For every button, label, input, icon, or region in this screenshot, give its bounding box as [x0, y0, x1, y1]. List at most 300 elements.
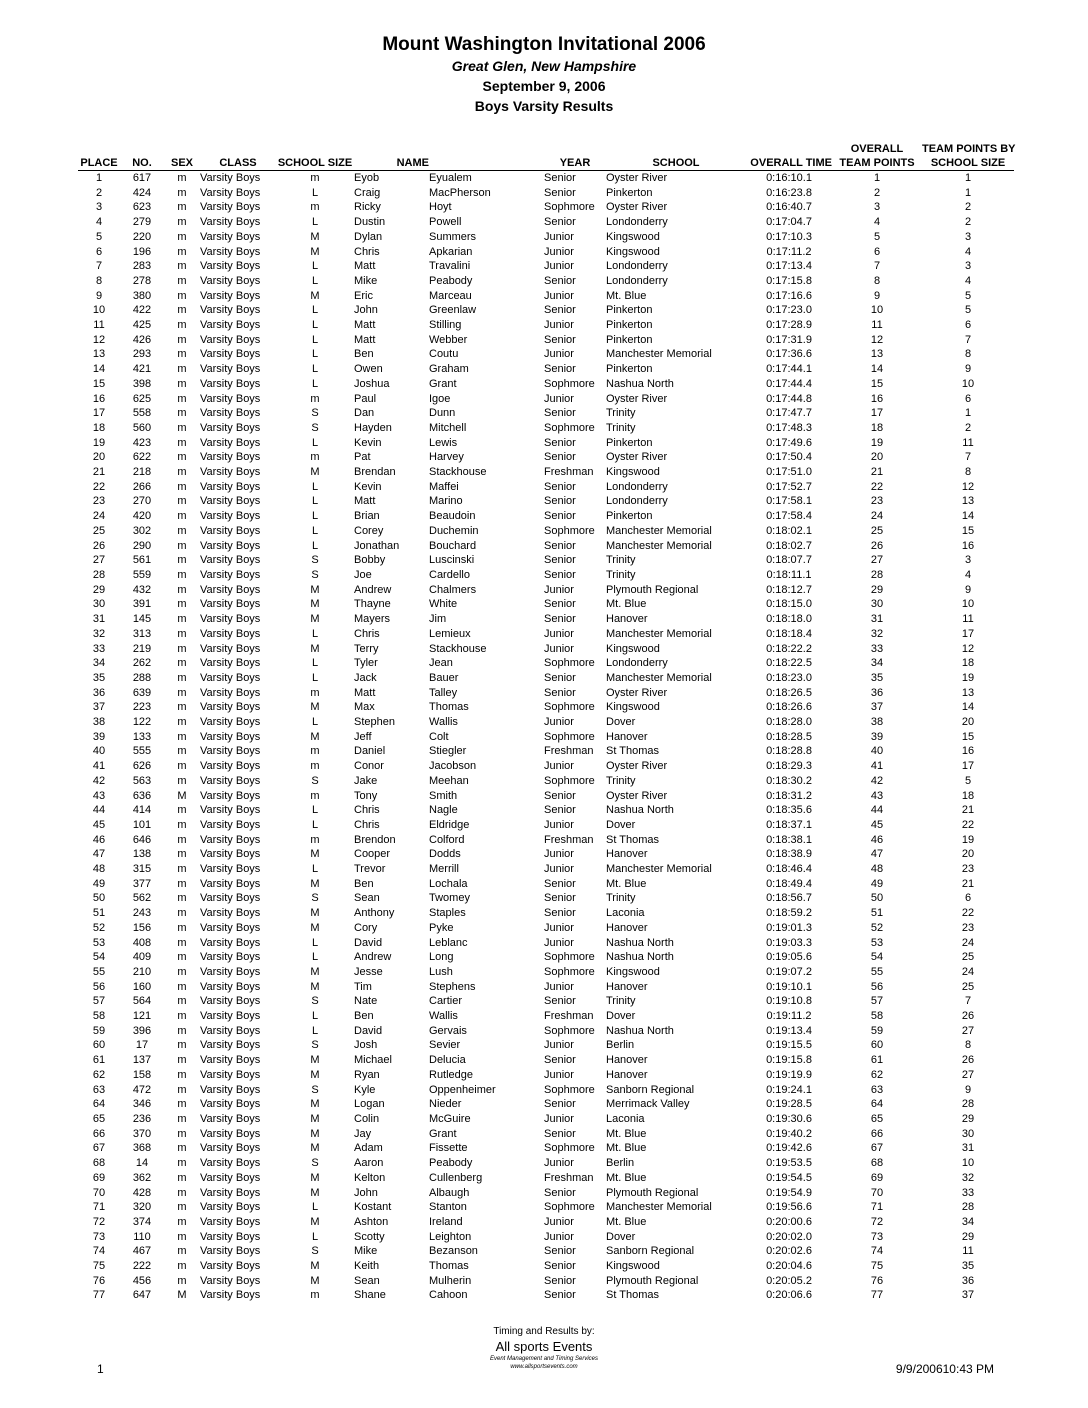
cell-year: Senior: [544, 892, 576, 905]
cell-first-name: Mike: [354, 1245, 378, 1258]
cell-place: 71: [92, 1201, 106, 1214]
cell-number: 428: [132, 1186, 152, 1199]
cell-place: 36: [92, 686, 106, 699]
cell-overall-team-points: 30: [870, 598, 884, 611]
cell-school: Londonderry: [606, 274, 668, 287]
cell-first-name: Sean: [354, 1274, 380, 1287]
cell-number: 370: [132, 1127, 152, 1140]
cell-overall-time: 0:20:04.6: [766, 1260, 812, 1273]
cell-year: Senior: [544, 568, 576, 581]
cell-sex: m: [177, 524, 187, 537]
cell-first-name: Dustin: [354, 216, 386, 229]
cell-school-size: L: [311, 186, 319, 199]
cell-school: Pinkerton: [606, 304, 653, 317]
cell-number: 625: [132, 392, 152, 405]
cell-last-name: Coutu: [429, 348, 459, 361]
cell-school-size: m: [310, 833, 320, 846]
cell-school-size: M: [310, 1215, 320, 1228]
cell-place: 16: [92, 392, 106, 405]
table-row: [78, 436, 1014, 451]
cell-class: Varsity Boys: [200, 774, 261, 787]
table-row: [78, 1127, 1014, 1142]
cell-overall-time: 0:18:26.6: [766, 701, 812, 714]
cell-last-name: Delucia: [429, 1054, 466, 1067]
cell-class: Varsity Boys: [200, 1113, 261, 1125]
table-row: [78, 847, 1014, 862]
cell-first-name: Chris: [354, 245, 380, 258]
cell-place: 40: [92, 745, 106, 758]
cell-overall-time: 0:20:00.6: [766, 1215, 812, 1228]
cell-last-name: Long: [429, 951, 454, 964]
cell-number: 302: [132, 524, 152, 537]
cell-overall-time: 0:18:02.1: [766, 524, 812, 537]
cell-overall-time: 0:19:05.6: [766, 951, 812, 964]
cell-team-points-by-size: 9: [964, 1083, 972, 1096]
cell-overall-team-points: 24: [870, 510, 884, 523]
cell-overall-team-points: 60: [870, 1039, 884, 1052]
table-row: [78, 274, 1014, 289]
cell-number: 425: [132, 319, 152, 332]
cell-sex: m: [177, 1142, 187, 1155]
table-row: [78, 744, 1014, 759]
cell-overall-team-points: 19: [870, 436, 884, 449]
cell-school: Trinity: [606, 774, 636, 787]
cell-number: 559: [132, 568, 152, 581]
cell-school: Mt. Blue: [606, 1215, 647, 1228]
cell-overall-team-points: 43: [870, 789, 884, 802]
col-name: NAME: [354, 140, 429, 171]
table-row: [78, 862, 1014, 877]
cell-sex: m: [177, 701, 187, 714]
cell-overall-team-points: 36: [870, 686, 884, 699]
cell-school-size: L: [311, 524, 319, 537]
cell-team-points-by-size: 9: [964, 583, 972, 596]
cell-school-size: M: [310, 613, 320, 626]
cell-team-points-by-size: 4: [964, 568, 972, 581]
cell-school-size: L: [311, 377, 319, 390]
cell-overall-team-points: 72: [870, 1215, 884, 1228]
cell-overall-time: 0:17:16.6: [766, 289, 812, 302]
cell-sex: m: [177, 451, 187, 464]
cell-school-size: L: [311, 495, 319, 508]
cell-number: 219: [132, 642, 152, 655]
cell-sex: m: [177, 583, 187, 596]
cell-school-size: L: [311, 951, 319, 964]
cell-team-points-by-size: 17: [961, 760, 975, 773]
cell-school-size: M: [310, 1260, 320, 1273]
cell-year: Senior: [544, 539, 576, 552]
table-row: [78, 936, 1014, 951]
table-row: [78, 759, 1014, 774]
cell-team-points-by-size: 13: [961, 686, 975, 699]
cell-overall-team-points: 52: [870, 921, 884, 934]
table-row: [78, 1200, 1014, 1215]
cell-first-name: Jay: [354, 1127, 372, 1140]
table-row: [78, 642, 1014, 657]
cell-sex: m: [177, 304, 187, 317]
cell-number: 562: [132, 892, 152, 905]
cell-place: 42: [92, 774, 106, 787]
cell-school-size: S: [311, 1039, 319, 1052]
cell-year: Senior: [544, 907, 576, 920]
cell-overall-time: 0:20:05.2: [766, 1274, 812, 1287]
cell-overall-time: 0:17:31.9: [766, 333, 812, 346]
cell-class: Varsity Boys: [200, 1068, 261, 1081]
cell-year: Junior: [544, 289, 574, 302]
cell-overall-team-points: 32: [870, 627, 884, 640]
col-school-size: SCHOOL SIZE: [276, 140, 354, 171]
cell-team-points-by-size: 25: [961, 980, 975, 993]
cell-first-name: Pat: [354, 451, 371, 464]
cell-overall-time: 0:19:54.5: [766, 1171, 812, 1184]
cell-last-name: Colford: [429, 833, 465, 846]
cell-school-size: M: [310, 1142, 320, 1155]
cell-last-name: Wallis: [429, 1010, 458, 1023]
cell-sex: m: [177, 774, 187, 787]
cell-overall-time: 0:18:30.2: [766, 774, 812, 787]
cell-number: 420: [132, 510, 152, 523]
table-row: [78, 1024, 1014, 1039]
cell-school: Dover: [606, 818, 636, 831]
cell-sex: m: [177, 657, 187, 670]
cell-last-name: Webber: [429, 333, 468, 346]
cell-first-name: Matt: [354, 495, 376, 508]
cell-school: Plymouth Regional: [606, 1274, 699, 1287]
cell-school: Nashua North: [606, 1024, 674, 1037]
cell-school-size: m: [310, 392, 320, 405]
cell-school-size: M: [310, 877, 320, 890]
cell-year: Junior: [544, 1068, 574, 1081]
table-row: [78, 347, 1014, 362]
results-table: [78, 140, 1014, 1303]
cell-first-name: Matt: [354, 333, 376, 346]
table-row: [78, 730, 1014, 745]
cell-team-points-by-size: 13: [961, 495, 975, 508]
cell-sex: m: [177, 804, 187, 817]
cell-team-points-by-size: 7: [964, 451, 972, 464]
cell-place: 35: [92, 671, 106, 684]
cell-class: Varsity Boys: [200, 186, 261, 199]
table-row: [78, 818, 1014, 833]
cell-school-size: S: [311, 421, 319, 434]
cell-number: 320: [132, 1201, 152, 1214]
table-row: [78, 289, 1014, 304]
cell-sex: m: [177, 598, 187, 611]
table-row: [78, 921, 1014, 936]
cell-overall-team-points: 16: [870, 392, 884, 405]
cell-number: 617: [132, 172, 152, 184]
cell-first-name: Andrew: [354, 583, 392, 596]
cell-class: Varsity Boys: [200, 657, 261, 670]
cell-sex: m: [177, 730, 187, 743]
cell-year: Freshman: [544, 466, 594, 479]
cell-sex: m: [177, 671, 187, 684]
cell-school: St Thomas: [606, 745, 659, 758]
cell-overall-team-points: 57: [870, 995, 884, 1008]
cell-place: 75: [92, 1260, 106, 1273]
cell-overall-time: 0:19:40.2: [766, 1127, 812, 1140]
cell-sex: m: [177, 466, 187, 479]
cell-number: 262: [132, 657, 152, 670]
cell-team-points-by-size: 1: [964, 407, 972, 420]
table-row: [78, 1009, 1014, 1024]
cell-school: Londonderry: [606, 495, 668, 508]
cell-year: Sophmore: [544, 730, 595, 743]
cell-first-name: Ryan: [354, 1068, 380, 1081]
cell-overall-time: 0:17:23.0: [766, 304, 812, 317]
cell-first-name: Joshua: [354, 377, 390, 390]
cell-overall-team-points: 67: [870, 1142, 884, 1155]
table-row: [78, 1038, 1014, 1053]
cell-first-name: Corey: [354, 524, 384, 537]
cell-school-size: L: [311, 304, 319, 317]
cell-school-size: M: [310, 1186, 320, 1199]
cell-first-name: Mike: [354, 274, 378, 287]
cell-last-name: Duchemin: [429, 524, 479, 537]
table-row: [78, 200, 1014, 215]
cell-team-points-by-size: 2: [964, 421, 972, 434]
cell-overall-time: 0:17:44.1: [766, 363, 812, 376]
cell-team-points-by-size: 23: [961, 921, 975, 934]
cell-sex: m: [177, 1215, 187, 1228]
cell-last-name: Leblanc: [429, 936, 468, 949]
cell-year: Sophmore: [544, 701, 595, 714]
cell-school: Oyster River: [606, 201, 668, 214]
cell-sex: m: [177, 627, 187, 640]
col-school: SCHOOL: [606, 140, 746, 171]
cell-place: 9: [95, 289, 103, 302]
cell-team-points-by-size: 3: [964, 230, 972, 243]
cell-year: Senior: [544, 480, 576, 493]
cell-sex: m: [177, 480, 187, 493]
cell-year: Senior: [544, 363, 576, 376]
cell-school-size: m: [310, 451, 320, 464]
col-overall-team-points: [832, 140, 922, 171]
cell-team-points-by-size: 4: [964, 245, 972, 258]
cell-year: Junior: [544, 1215, 574, 1228]
cell-year: Sophmore: [544, 1024, 595, 1037]
cell-sex: m: [177, 980, 187, 993]
cell-last-name: Nagle: [429, 804, 458, 817]
cell-overall-time: 0:17:15.8: [766, 274, 812, 287]
cell-school: Dover: [606, 716, 636, 729]
cell-class: Varsity Boys: [200, 201, 261, 214]
cell-school: Nashua North: [606, 936, 674, 949]
cell-place: 67: [92, 1142, 106, 1155]
cell-school: Kingswood: [606, 642, 660, 655]
cell-last-name: Beaudoin: [429, 510, 476, 523]
cell-sex: m: [177, 1024, 187, 1037]
cell-overall-time: 0:18:28.0: [766, 716, 812, 729]
cell-first-name: Tyler: [354, 657, 378, 670]
cell-school-size: S: [311, 554, 319, 567]
table-row: [78, 553, 1014, 568]
cell-place: 62: [92, 1068, 106, 1081]
cell-sex: m: [177, 495, 187, 508]
cell-place: 20: [92, 451, 106, 464]
cell-last-name: Summers: [429, 230, 477, 243]
table-row: [78, 1230, 1014, 1245]
cell-sex: m: [177, 186, 187, 199]
cell-last-name: Stephens: [429, 980, 476, 993]
cell-year: Sophmore: [544, 951, 595, 964]
cell-last-name: Bauer: [429, 671, 459, 684]
cell-sex: m: [177, 877, 187, 890]
cell-place: 60: [92, 1039, 106, 1052]
cell-number: 283: [132, 260, 152, 273]
cell-class: Varsity Boys: [200, 260, 261, 273]
cell-last-name: Mulherin: [429, 1274, 472, 1287]
cell-first-name: Conor: [354, 760, 384, 773]
cell-overall-time: 0:18:18.4: [766, 627, 812, 640]
cell-last-name: Stilling: [429, 319, 462, 332]
cell-school: Merrimack Valley: [606, 1098, 690, 1111]
cell-school-size: m: [310, 686, 320, 699]
cell-place: 72: [92, 1215, 106, 1228]
cell-overall-time: 0:20:06.6: [766, 1289, 812, 1302]
cell-first-name: Ben: [354, 877, 374, 890]
cell-team-points-by-size: 34: [961, 1215, 975, 1228]
cell-number: 409: [132, 951, 152, 964]
cell-first-name: Brendon: [354, 833, 396, 846]
cell-overall-time: 0:18:46.4: [766, 863, 812, 876]
cell-school: Londonderry: [606, 216, 668, 229]
cell-overall-team-points: 10: [870, 304, 884, 317]
cell-last-name: Jacobson: [429, 760, 477, 773]
cell-place: 4: [95, 216, 103, 229]
cell-class: Varsity Boys: [200, 466, 261, 479]
cell-sex: M: [177, 1289, 187, 1302]
cell-overall-time: 0:18:15.0: [766, 598, 812, 611]
cell-first-name: Anthony: [354, 907, 395, 920]
cell-sex: m: [177, 760, 187, 773]
cell-sex: m: [177, 818, 187, 831]
cell-school-size: L: [311, 363, 319, 376]
cell-school: Trinity: [606, 892, 636, 905]
cell-school: Manchester Memorial: [606, 1201, 712, 1214]
cell-number: 408: [132, 936, 152, 949]
cell-sex: m: [177, 260, 187, 273]
cell-school: St Thomas: [606, 833, 659, 846]
cell-place: 37: [92, 701, 106, 714]
cell-overall-time: 0:17:50.4: [766, 451, 812, 464]
cell-number: 236: [132, 1113, 152, 1125]
cell-school-size: L: [311, 348, 319, 361]
cell-last-name: White: [429, 598, 458, 611]
cell-school-size: M: [310, 907, 320, 920]
cell-sex: m: [177, 172, 187, 184]
cell-number: 138: [132, 848, 152, 861]
cell-school: Oyster River: [606, 760, 668, 773]
cell-number: 313: [132, 627, 152, 640]
cell-last-name: Colt: [429, 730, 449, 743]
table-row: [78, 524, 1014, 539]
cell-last-name: Stackhouse: [429, 466, 487, 479]
table-row: [78, 833, 1014, 848]
page-number: 1: [97, 1362, 104, 1376]
cell-year: Senior: [544, 1274, 576, 1287]
cell-number: 160: [132, 980, 152, 993]
cell-class: Varsity Boys: [200, 1201, 261, 1214]
cell-first-name: Brian: [354, 510, 380, 523]
cell-sex: m: [177, 1127, 187, 1140]
cell-sex: m: [177, 510, 187, 523]
cell-number: 647: [132, 1289, 152, 1302]
cell-place: 28: [92, 568, 106, 581]
cell-school-size: L: [311, 671, 319, 684]
table-row: [78, 1156, 1014, 1171]
cell-overall-time: 0:17:47.7: [766, 407, 812, 420]
cell-first-name: Kyle: [354, 1083, 376, 1096]
cell-school-size: L: [311, 1201, 319, 1214]
cell-team-points-by-size: 11: [962, 436, 974, 449]
cell-sex: m: [177, 921, 187, 934]
cell-last-name: Stanton: [429, 1201, 467, 1214]
cell-team-points-by-size: 9: [964, 363, 972, 376]
cell-school: Plymouth Regional: [606, 583, 699, 596]
col-overall-team-points-line1: OVERALL: [850, 143, 904, 155]
cell-number: 279: [132, 216, 152, 229]
cell-team-points-by-size: 18: [961, 657, 975, 670]
cell-year: Junior: [544, 921, 574, 934]
cell-last-name: Twomey: [429, 892, 470, 905]
cell-class: Varsity Boys: [200, 583, 261, 596]
cell-year: Senior: [544, 995, 576, 1008]
cell-number: 623: [132, 201, 152, 214]
cell-number: 398: [132, 377, 152, 390]
cell-number: 432: [132, 583, 152, 596]
cell-overall-time: 0:18:12.7: [766, 583, 812, 596]
cell-first-name: John: [354, 304, 378, 317]
cell-year: Senior: [544, 510, 576, 523]
cell-class: Varsity Boys: [200, 1157, 261, 1170]
cell-number: 424: [132, 186, 152, 199]
cell-school: Manchester Memorial: [606, 863, 712, 876]
cell-year: Junior: [544, 583, 574, 596]
col-overall-team-points-line2: TEAM POINTS: [839, 157, 915, 169]
cell-class: Varsity Boys: [200, 627, 261, 640]
cell-last-name: Bezanson: [429, 1245, 478, 1258]
cell-first-name: Kostant: [354, 1201, 392, 1214]
cell-last-name: Eyualem: [429, 172, 472, 184]
cell-team-points-by-size: 21: [961, 804, 975, 817]
cell-number: 266: [132, 480, 152, 493]
cell-overall-team-points: 42: [870, 774, 884, 787]
cell-first-name: Sean: [354, 892, 380, 905]
cell-overall-time: 0:19:19.9: [766, 1068, 812, 1081]
cell-place: 34: [92, 657, 106, 670]
cell-overall-time: 0:19:54.9: [766, 1186, 812, 1199]
cell-first-name: Shane: [354, 1289, 386, 1302]
cell-year: Senior: [544, 333, 576, 346]
cell-sex: m: [177, 1083, 187, 1096]
cell-place: 19: [92, 436, 106, 449]
cell-last-name: Thomas: [429, 701, 469, 714]
cell-school-size: M: [310, 965, 320, 978]
cell-school: Pinkerton: [606, 186, 653, 199]
cell-school: Trinity: [606, 995, 636, 1008]
cell-school-size: L: [311, 863, 319, 876]
cell-sex: m: [177, 995, 187, 1008]
cell-overall-team-points: 21: [870, 466, 884, 479]
cell-overall-team-points: 6: [873, 245, 881, 258]
cell-number: 426: [132, 333, 152, 346]
table-row: [78, 1186, 1014, 1201]
cell-year: Senior: [544, 216, 576, 229]
cell-team-points-by-size: 27: [961, 1068, 975, 1081]
col-year: YEAR: [544, 140, 606, 171]
print-timestamp: 9/9/200610:43 PM: [895, 1362, 994, 1376]
